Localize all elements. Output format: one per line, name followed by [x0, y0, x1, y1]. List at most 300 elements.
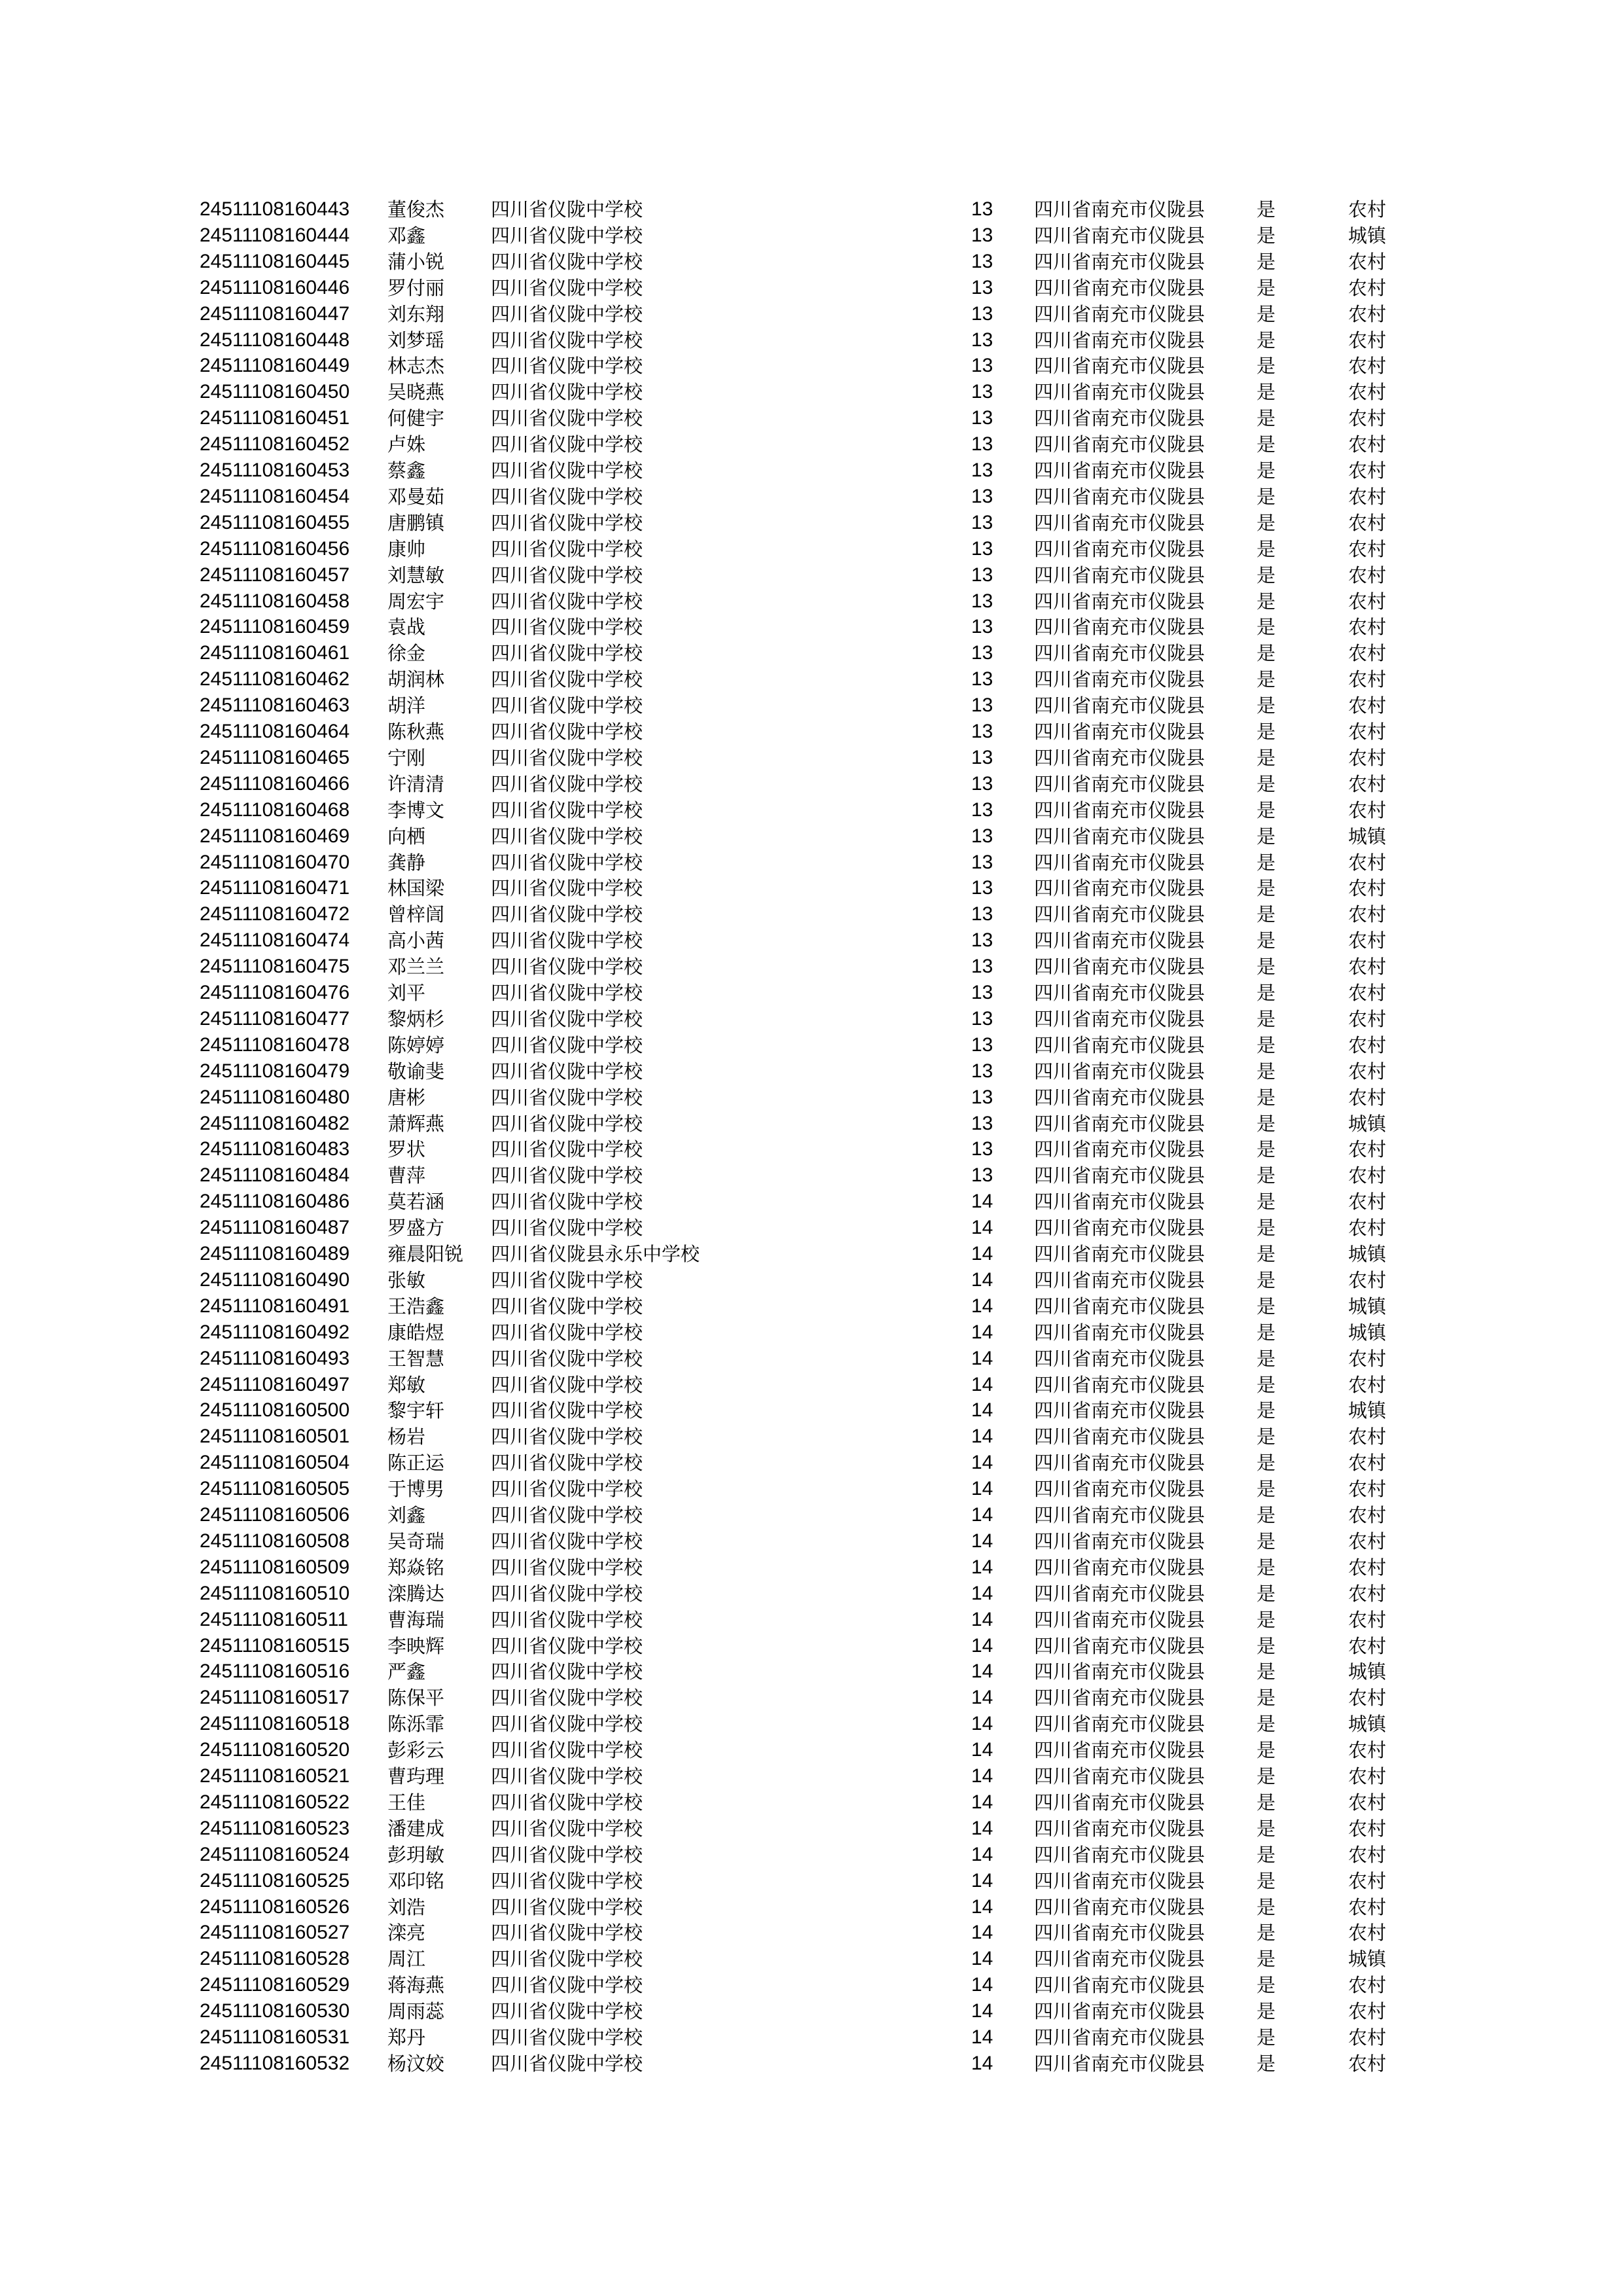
school-name: 四川省仪陇中学校: [491, 1348, 643, 1370]
school-name: 四川省仪陇中学校: [491, 1504, 643, 1526]
age-value: 14: [971, 1713, 993, 1734]
student-name: 胡润林: [387, 668, 445, 691]
address-value: 四川省南充市仪陇县: [1034, 1922, 1205, 1944]
school-name: 四川省仪陇中学校: [491, 877, 643, 899]
candidate-id: 24511108160506: [200, 1504, 350, 1526]
age-value: 13: [971, 799, 993, 821]
address-value: 四川省南充市仪陇县: [1034, 668, 1205, 691]
school-name: 四川省仪陇中学校: [491, 433, 643, 456]
flag-value: 是: [1257, 1530, 1276, 1552]
address-value: 四川省南充市仪陇县: [1034, 1086, 1205, 1109]
area-type: 城镇: [1348, 825, 1387, 848]
address-value: 四川省南充市仪陇县: [1034, 459, 1205, 482]
age-value: 14: [971, 1818, 993, 1839]
age-value: 14: [971, 1948, 993, 1969]
table-row: [0, 1397, 1623, 1424]
candidate-id: 24511108160490: [200, 1269, 350, 1291]
student-name: 蔡鑫: [387, 459, 426, 482]
age-value: 13: [971, 564, 993, 586]
flag-value: 是: [1257, 616, 1276, 638]
flag-value: 是: [1257, 1870, 1276, 1892]
address-value: 四川省南充市仪陇县: [1034, 1687, 1205, 1709]
table-row: [0, 405, 1623, 431]
area-type: 农村: [1348, 1452, 1387, 1474]
school-name: 四川省仪陇中学校: [491, 747, 643, 769]
school-name: 四川省仪陇中学校: [491, 1191, 643, 1213]
address-value: 四川省南充市仪陇县: [1034, 1348, 1205, 1370]
table-row: [0, 850, 1623, 876]
student-name: 邓曼茹: [387, 486, 445, 508]
address-value: 四川省南充市仪陇县: [1034, 1974, 1205, 1996]
table-row: [0, 275, 1623, 301]
table-row: [0, 1189, 1623, 1215]
flag-value: 是: [1257, 877, 1276, 899]
school-name: 四川省仪陇中学校: [491, 538, 643, 560]
flag-value: 是: [1257, 1243, 1276, 1265]
address-value: 四川省南充市仪陇县: [1034, 1948, 1205, 1970]
address-value: 四川省南充市仪陇县: [1034, 825, 1205, 848]
address-value: 四川省南充市仪陇县: [1034, 1556, 1205, 1579]
age-value: 13: [971, 982, 993, 1003]
candidate-id: 24511108160448: [200, 329, 350, 351]
candidate-id: 24511108160532: [200, 2053, 350, 2074]
address-value: 四川省南充市仪陇县: [1034, 1138, 1205, 1160]
address-value: 四川省南充市仪陇县: [1034, 1765, 1205, 1787]
address-value: 四川省南充市仪陇县: [1034, 1269, 1205, 1291]
school-name: 四川省仪陇中学校: [491, 1660, 643, 1683]
flag-value: 是: [1257, 1713, 1276, 1735]
student-name: 刘梦瑶: [387, 329, 445, 351]
age-value: 13: [971, 355, 993, 376]
table-row: [0, 1554, 1623, 1581]
age-value: 13: [971, 668, 993, 690]
area-type: 农村: [1348, 303, 1387, 325]
candidate-id: 24511108160520: [200, 1739, 350, 1761]
table-row: [0, 1528, 1623, 1554]
address-value: 四川省南充市仪陇县: [1034, 564, 1205, 586]
age-value: 13: [971, 303, 993, 325]
school-name: 四川省仪陇中学校: [491, 1948, 643, 1970]
address-value: 四川省南充市仪陇县: [1034, 1008, 1205, 1030]
student-name: 向栖: [387, 825, 426, 848]
age-value: 13: [971, 1034, 993, 1056]
school-name: 四川省仪陇中学校: [491, 773, 643, 795]
area-type: 城镇: [1348, 1660, 1387, 1683]
age-value: 14: [971, 1374, 993, 1395]
address-value: 四川省南充市仪陇县: [1034, 277, 1205, 299]
address-value: 四川省南充市仪陇县: [1034, 2026, 1205, 2049]
candidate-id: 24511108160505: [200, 1478, 350, 1499]
age-value: 13: [971, 1138, 993, 1160]
student-name: 滦亮: [387, 1922, 426, 1944]
flag-value: 是: [1257, 1086, 1276, 1109]
area-type: 农村: [1348, 2026, 1387, 2049]
flag-value: 是: [1257, 329, 1276, 351]
area-type: 农村: [1348, 486, 1387, 508]
table-row: [0, 353, 1623, 379]
age-value: 13: [971, 1060, 993, 1082]
table-row: [0, 771, 1623, 797]
school-name: 四川省仪陇中学校: [491, 1687, 643, 1709]
area-type: 农村: [1348, 903, 1387, 925]
school-name: 四川省仪陇中学校: [491, 616, 643, 638]
address-value: 四川省南充市仪陇县: [1034, 642, 1205, 664]
student-name: 邓鑫: [387, 224, 426, 247]
area-type: 农村: [1348, 1530, 1387, 1552]
student-name: 许清清: [387, 773, 445, 795]
school-name: 四川省仪陇中学校: [491, 1791, 643, 1814]
table-row: [0, 1162, 1623, 1189]
candidate-id: 24511108160508: [200, 1530, 350, 1552]
age-value: 13: [971, 721, 993, 742]
student-name: 严鑫: [387, 1660, 426, 1683]
school-name: 四川省仪陇中学校: [491, 1086, 643, 1109]
area-type: 农村: [1348, 1739, 1387, 1761]
table-row: [0, 1424, 1623, 1450]
table-row: [0, 1581, 1623, 1607]
area-type: 农村: [1348, 1191, 1387, 1213]
flag-value: 是: [1257, 1399, 1276, 1422]
area-type: 农村: [1348, 1478, 1387, 1500]
address-value: 四川省南充市仪陇县: [1034, 2000, 1205, 2022]
student-name: 黎宇轩: [387, 1399, 445, 1422]
student-name: 刘东翔: [387, 303, 445, 325]
flag-value: 是: [1257, 1739, 1276, 1761]
student-name: 李博文: [387, 799, 445, 821]
school-name: 四川省仪陇中学校: [491, 1164, 643, 1187]
area-type: 农村: [1348, 277, 1387, 299]
candidate-id: 24511108160518: [200, 1713, 350, 1734]
table-row: [0, 1737, 1623, 1763]
address-value: 四川省南充市仪陇县: [1034, 2053, 1205, 2075]
area-type: 城镇: [1348, 1295, 1387, 1318]
flag-value: 是: [1257, 1818, 1276, 1840]
school-name: 四川省仪陇中学校: [491, 668, 643, 691]
school-name: 四川省仪陇中学校: [491, 1713, 643, 1735]
student-name: 康帅: [387, 538, 426, 560]
student-name: 曹海瑞: [387, 1609, 445, 1631]
age-value: 13: [971, 1008, 993, 1030]
address-value: 四川省南充市仪陇县: [1034, 982, 1205, 1004]
address-value: 四川省南充市仪陇县: [1034, 1635, 1205, 1657]
table-row: [0, 196, 1623, 223]
area-type: 农村: [1348, 564, 1387, 586]
area-type: 农村: [1348, 929, 1387, 952]
area-type: 农村: [1348, 1374, 1387, 1396]
table-row: [0, 719, 1623, 745]
school-name: 四川省仪陇中学校: [491, 1374, 643, 1396]
candidate-id: 24511108160459: [200, 616, 350, 637]
student-name: 刘平: [387, 982, 426, 1004]
table-row: [0, 1972, 1623, 1998]
school-name: 四川省仪陇中学校: [491, 1530, 643, 1552]
address-value: 四川省南充市仪陇县: [1034, 486, 1205, 508]
age-value: 14: [971, 1660, 993, 1682]
area-type: 农村: [1348, 982, 1387, 1004]
age-value: 13: [971, 277, 993, 298]
age-value: 14: [971, 1687, 993, 1708]
school-name: 四川省仪陇中学校: [491, 1922, 643, 1944]
age-value: 13: [971, 512, 993, 533]
area-type: 农村: [1348, 512, 1387, 534]
area-type: 农村: [1348, 1896, 1387, 1918]
age-value: 14: [971, 2053, 993, 2074]
area-type: 农村: [1348, 1504, 1387, 1526]
age-value: 14: [971, 1922, 993, 1943]
address-value: 四川省南充市仪陇县: [1034, 303, 1205, 325]
school-name: 四川省仪陇中学校: [491, 956, 643, 978]
flag-value: 是: [1257, 1974, 1276, 1996]
age-value: 14: [971, 1504, 993, 1526]
school-name: 四川省仪陇中学校: [491, 1217, 643, 1239]
table-row: [0, 1868, 1623, 1894]
candidate-id: 24511108160470: [200, 852, 350, 873]
candidate-id: 24511108160515: [200, 1635, 350, 1657]
candidate-id: 24511108160524: [200, 1844, 350, 1865]
address-value: 四川省南充市仪陇县: [1034, 694, 1205, 717]
school-name: 四川省仪陇中学校: [491, 198, 643, 221]
student-name: 彭彩云: [387, 1739, 445, 1761]
table-row: [0, 223, 1623, 249]
address-value: 四川省南充市仪陇县: [1034, 1896, 1205, 1918]
flag-value: 是: [1257, 1635, 1276, 1657]
school-name: 四川省仪陇中学校: [491, 1113, 643, 1135]
school-name: 四川省仪陇县永乐中学校: [491, 1243, 700, 1265]
table-row: [0, 327, 1623, 353]
candidate-id: 24511108160526: [200, 1896, 350, 1918]
age-value: 14: [971, 1530, 993, 1552]
table-row: [0, 1763, 1623, 1789]
area-type: 农村: [1348, 773, 1387, 795]
candidate-id: 24511108160511: [200, 1609, 348, 1630]
flag-value: 是: [1257, 1034, 1276, 1056]
school-name: 四川省仪陇中学校: [491, 459, 643, 482]
flag-value: 是: [1257, 1791, 1276, 1814]
school-name: 四川省仪陇中学校: [491, 1844, 643, 1866]
candidate-id: 24511108160509: [200, 1556, 350, 1578]
address-value: 四川省南充市仪陇县: [1034, 224, 1205, 247]
candidate-id: 24511108160457: [200, 564, 350, 586]
address-value: 四川省南充市仪陇县: [1034, 721, 1205, 743]
table-row: [0, 1685, 1623, 1711]
address-value: 四川省南充市仪陇县: [1034, 929, 1205, 952]
student-name: 郑焱铭: [387, 1556, 445, 1579]
area-type: 城镇: [1348, 1321, 1387, 1344]
flag-value: 是: [1257, 1191, 1276, 1213]
student-name: 康皓煜: [387, 1321, 445, 1344]
student-name: 何健宇: [387, 407, 445, 429]
area-type: 农村: [1348, 1217, 1387, 1239]
address-value: 四川省南充市仪陇县: [1034, 1870, 1205, 1892]
candidate-id: 24511108160474: [200, 929, 350, 951]
age-value: 14: [971, 2000, 993, 2022]
school-name: 四川省仪陇中学校: [491, 1008, 643, 1030]
address-value: 四川省南充市仪陇县: [1034, 1452, 1205, 1474]
table-row: [0, 1816, 1623, 1842]
address-value: 四川省南充市仪陇县: [1034, 1295, 1205, 1318]
area-type: 城镇: [1348, 1243, 1387, 1265]
student-name: 王智慧: [387, 1348, 445, 1370]
age-value: 13: [971, 590, 993, 612]
student-name: 邓印铭: [387, 1870, 445, 1892]
area-type: 城镇: [1348, 1713, 1387, 1735]
area-type: 农村: [1348, 1687, 1387, 1709]
school-name: 四川省仪陇中学校: [491, 1399, 643, 1422]
age-value: 14: [971, 1844, 993, 1865]
table-row: [0, 1659, 1623, 1685]
school-name: 四川省仪陇中学校: [491, 1609, 643, 1631]
age-value: 14: [971, 1635, 993, 1657]
address-value: 四川省南充市仪陇县: [1034, 773, 1205, 795]
student-name: 雍晨阳锐: [387, 1243, 464, 1265]
area-type: 农村: [1348, 1609, 1387, 1631]
student-name: 吴晓燕: [387, 381, 445, 403]
student-name: 滦腾达: [387, 1583, 445, 1605]
flag-value: 是: [1257, 1113, 1276, 1135]
area-type: 农村: [1348, 1974, 1387, 1996]
table-row: [0, 1450, 1623, 1476]
address-value: 四川省南充市仪陇县: [1034, 512, 1205, 534]
address-value: 四川省南充市仪陇县: [1034, 1660, 1205, 1683]
student-name: 蒋海燕: [387, 1974, 445, 1996]
age-value: 13: [971, 642, 993, 664]
age-value: 14: [971, 2026, 993, 2048]
candidate-id: 24511108160489: [200, 1243, 350, 1265]
area-type: 农村: [1348, 1426, 1387, 1448]
table-row: [0, 1946, 1623, 1972]
area-type: 农村: [1348, 1060, 1387, 1083]
address-value: 四川省南充市仪陇县: [1034, 1243, 1205, 1265]
candidate-id: 24511108160482: [200, 1113, 350, 1134]
age-value: 13: [971, 616, 993, 637]
address-value: 四川省南充市仪陇县: [1034, 355, 1205, 377]
candidate-id: 24511108160445: [200, 251, 350, 272]
flag-value: 是: [1257, 1609, 1276, 1631]
flag-value: 是: [1257, 773, 1276, 795]
flag-value: 是: [1257, 433, 1276, 456]
student-name: 林志杰: [387, 355, 445, 377]
table-row: [0, 562, 1623, 588]
address-value: 四川省南充市仪陇县: [1034, 1791, 1205, 1814]
candidate-id: 24511108160472: [200, 903, 350, 925]
area-type: 农村: [1348, 407, 1387, 429]
school-name: 四川省仪陇中学校: [491, 2000, 643, 2022]
area-type: 农村: [1348, 1922, 1387, 1944]
area-type: 农村: [1348, 2000, 1387, 2022]
address-value: 四川省南充市仪陇县: [1034, 956, 1205, 978]
flag-value: 是: [1257, 355, 1276, 377]
age-value: 14: [971, 1269, 993, 1291]
school-name: 四川省仪陇中学校: [491, 1452, 643, 1474]
candidate-id: 24511108160529: [200, 1974, 350, 1996]
area-type: 农村: [1348, 1556, 1387, 1579]
student-name: 高小茜: [387, 929, 445, 952]
candidate-id: 24511108160531: [200, 2026, 350, 2048]
candidate-id: 24511108160456: [200, 538, 350, 560]
student-name: 罗状: [387, 1138, 426, 1160]
table-row: [0, 2051, 1623, 2077]
table-row: [0, 1894, 1623, 1920]
flag-value: 是: [1257, 2026, 1276, 2049]
flag-value: 是: [1257, 929, 1276, 952]
student-name: 龚静: [387, 852, 426, 874]
school-name: 四川省仪陇中学校: [491, 1583, 643, 1605]
flag-value: 是: [1257, 1269, 1276, 1291]
flag-value: 是: [1257, 564, 1276, 586]
candidate-id: 24511108160510: [200, 1583, 350, 1604]
age-value: 13: [971, 198, 993, 220]
student-name: 彭玥敏: [387, 1844, 445, 1866]
age-value: 14: [971, 1870, 993, 1892]
candidate-id: 24511108160484: [200, 1164, 350, 1186]
student-name: 唐彬: [387, 1086, 426, 1109]
candidate-id: 24511108160491: [200, 1295, 350, 1317]
table-row: [0, 1293, 1623, 1319]
flag-value: 是: [1257, 1164, 1276, 1187]
school-name: 四川省仪陇中学校: [491, 1556, 643, 1579]
flag-value: 是: [1257, 1660, 1276, 1683]
table-row: [0, 2024, 1623, 2051]
candidate-id: 24511108160455: [200, 512, 350, 533]
address-value: 四川省南充市仪陇县: [1034, 903, 1205, 925]
student-name: 敬谕斐: [387, 1060, 445, 1083]
candidate-id: 24511108160500: [200, 1399, 350, 1421]
age-value: 14: [971, 1426, 993, 1447]
area-type: 农村: [1348, 721, 1387, 743]
address-value: 四川省南充市仪陇县: [1034, 1609, 1205, 1631]
student-name: 莫若涵: [387, 1191, 445, 1213]
age-value: 14: [971, 1217, 993, 1238]
area-type: 农村: [1348, 329, 1387, 351]
address-value: 四川省南充市仪陇县: [1034, 1113, 1205, 1135]
table-row: [0, 510, 1623, 536]
table-row: [0, 249, 1623, 275]
candidate-id: 24511108160449: [200, 355, 350, 376]
table-row: [0, 1241, 1623, 1267]
candidate-id: 24511108160486: [200, 1191, 350, 1212]
school-name: 四川省仪陇中学校: [491, 277, 643, 299]
student-name: 罗付丽: [387, 277, 445, 299]
school-name: 四川省仪陇中学校: [491, 2026, 643, 2049]
candidate-id: 24511108160493: [200, 1348, 350, 1369]
student-name: 董俊杰: [387, 198, 445, 221]
school-name: 四川省仪陇中学校: [491, 642, 643, 664]
area-type: 农村: [1348, 1870, 1387, 1892]
table-row: [0, 1215, 1623, 1241]
area-type: 农村: [1348, 694, 1387, 717]
area-type: 农村: [1348, 198, 1387, 221]
area-type: 农村: [1348, 642, 1387, 664]
table-row: [0, 457, 1623, 484]
area-type: 农村: [1348, 433, 1387, 456]
area-type: 城镇: [1348, 1399, 1387, 1422]
student-name: 邓兰兰: [387, 956, 445, 978]
flag-value: 是: [1257, 1922, 1276, 1944]
age-value: 13: [971, 538, 993, 560]
area-type: 农村: [1348, 1138, 1387, 1160]
candidate-id: 24511108160497: [200, 1374, 350, 1395]
student-name: 郑敏: [387, 1374, 426, 1396]
candidate-id: 24511108160454: [200, 486, 350, 507]
candidate-id: 24511108160464: [200, 721, 350, 742]
age-value: 14: [971, 1295, 993, 1317]
age-value: 13: [971, 224, 993, 246]
flag-value: 是: [1257, 1504, 1276, 1526]
table-row: [0, 614, 1623, 640]
student-name: 张敏: [387, 1269, 426, 1291]
student-name: 袁战: [387, 616, 426, 638]
address-value: 四川省南充市仪陇县: [1034, 538, 1205, 560]
